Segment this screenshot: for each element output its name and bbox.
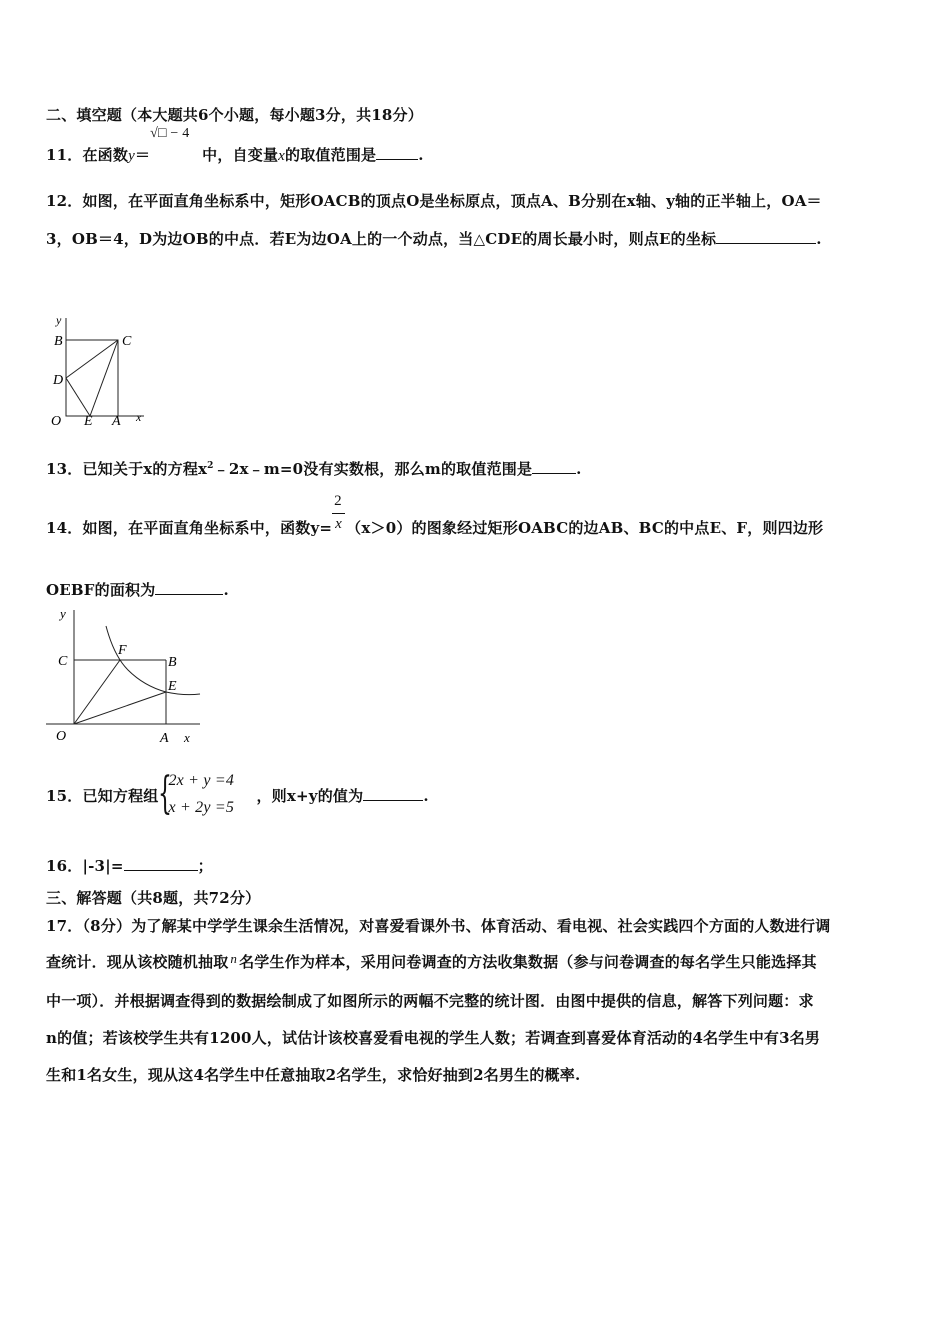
q12-label-b: B <box>54 334 63 349</box>
q14-line2-text: OEBF的面积为 <box>46 581 156 599</box>
question-17-line2 <box>46 951 817 972</box>
q12-rectangle-figure <box>44 312 154 432</box>
question-17-line4: n的值；若该校学生共有1200人，试估计该校喜爱看电视的学生人数；若调查到喜爱体育活动的4名学生中有3名男 <box>46 1029 821 1047</box>
q14-label-e: E <box>168 679 177 694</box>
q11-post2: 的取值范围是 <box>285 146 377 164</box>
q12-line2-text: 3，OB＝4，D为边OB的中点．若E为边OA上的一个动点，当△CDE的周长最小时，则点E的坐标 <box>46 230 717 248</box>
q12-rectangle-oacb <box>66 340 118 416</box>
q14-end: . <box>223 581 229 599</box>
q14-label-f: F <box>118 643 127 658</box>
question-13 <box>46 458 582 479</box>
q12-segment-ec <box>90 340 118 416</box>
question-14-line1 <box>46 493 824 538</box>
q12-label-e: E <box>84 414 93 429</box>
q11-x: x <box>278 148 286 164</box>
section-heading-fill-in: 二、填空题（本大题共6个小题，每小题3分，共18分） <box>46 106 423 124</box>
q14-frac-den: x <box>335 516 343 532</box>
q17-line2-post: 名学生作为样本，采用问卷调查的方法收集数据（参与问卷调查的每名学生只能选择其 <box>239 953 817 971</box>
q15-end: . <box>423 787 429 805</box>
q14-label-c: C <box>58 654 68 669</box>
q14-label-x: x <box>184 730 190 745</box>
q13-rest: ﹣2x﹣m=0没有实数根，那么m的取值范围是 <box>213 460 533 478</box>
q11-answer-blank <box>376 145 418 160</box>
q14-hyperbola-figure <box>44 604 204 746</box>
q11-radical: √□ − 4 <box>150 126 190 141</box>
q13-end: . <box>576 460 582 478</box>
question-17-line5: 生和1名女生，现从这4名学生中任意抽取2名学生，求恰好抽到2名男生的概率. <box>46 1066 581 1084</box>
question-15 <box>46 770 429 824</box>
q15-post: ，则x+y的值为 <box>256 787 364 805</box>
question-11 <box>46 126 424 165</box>
q13-text: 13．已知关于x的方程x <box>46 460 208 478</box>
q15-eq1: 2x + y =4 <box>168 772 235 789</box>
q15-pre: 15．已知方程组 <box>46 787 159 805</box>
q12-segment-dc <box>66 340 118 378</box>
q16-answer-blank <box>124 856 198 871</box>
q11-post1: 中，自变量 <box>202 146 279 164</box>
q16-text: 16．|-3|= <box>46 857 124 875</box>
q14-segment-of <box>74 660 120 724</box>
q14-label-b: B <box>168 655 177 670</box>
section-heading-solve: 三、解答题（共8题，共72分） <box>46 889 261 907</box>
q12-end: . <box>816 230 822 248</box>
q14-label-o: O <box>56 729 67 744</box>
q13-superscript: 2 <box>207 461 214 471</box>
q14-fraction <box>332 493 346 533</box>
q11-number: 11． <box>46 146 83 164</box>
q17-line2-pre: 查统计．现从该校随机抽取 <box>46 953 229 971</box>
q14-label-y: y <box>60 606 66 621</box>
q12-label-y: y <box>56 313 62 327</box>
q12-answer-blank <box>716 229 816 244</box>
question-17-line1: 17．（8分）为了解某中学学生课余生活情况，对喜爱看课外书、体育活动、看电视、社会实践四个方面的人数进行调 <box>46 917 831 935</box>
q15-answer-blank <box>363 786 423 801</box>
q16-end: ； <box>197 857 213 875</box>
q14-label-a: A <box>160 731 169 746</box>
question-16 <box>46 855 213 876</box>
q11-end: . <box>418 146 424 164</box>
q13-answer-blank <box>532 459 576 474</box>
q12-label-c: C <box>122 334 132 349</box>
q14-pre: 14．如图，在平面直角坐标系中，函数y= <box>46 519 333 537</box>
q11-y: y <box>128 148 135 164</box>
q15-eq2: x + 2y =5 <box>168 799 235 816</box>
q12-label-x: x <box>136 410 142 424</box>
q15-brace: { <box>158 768 173 819</box>
question-17-line3: 中一项）．并根据调查得到的数据绘制成了如图所示的两幅不完整的统计图．由图中提供的信息，解答下列问题：求 <box>46 992 814 1010</box>
q12-segment-de <box>66 378 90 416</box>
q14-frac-bar <box>332 513 345 514</box>
q11-pre: 在函数 <box>82 146 129 164</box>
q14-frac-num: 2 <box>334 493 342 509</box>
q11-eq: ＝ <box>134 146 151 164</box>
q14-post: （x＞0）的图象经过矩形OABC的边AB、BC的中点E、F，则四边形 <box>346 519 824 537</box>
q12-label-o: O <box>51 414 62 429</box>
question-12-line2 <box>46 228 822 249</box>
q17-n: n <box>230 951 238 966</box>
q12-label-d: D <box>53 373 64 388</box>
q14-segment-oe <box>74 692 166 724</box>
question-14-line2 <box>46 579 229 600</box>
q15-equation-system <box>158 770 256 824</box>
question-12-line1: 12．如图，在平面直角坐标系中，矩形OACB的顶点O是坐标原点，顶点A、B分别在x轴、y轴的正半轴上，OA＝ <box>46 192 822 210</box>
q14-answer-blank <box>155 580 223 595</box>
q12-label-a: A <box>112 414 121 429</box>
